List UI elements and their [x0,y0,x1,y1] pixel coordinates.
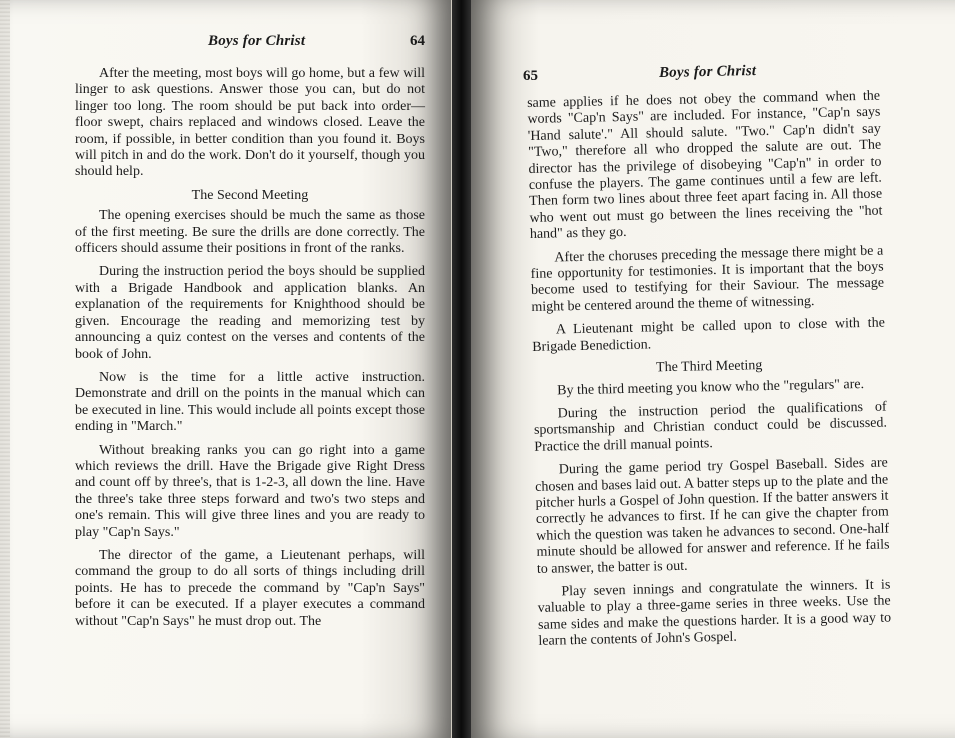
paragraph: By the third meeting you know who the "regulars" are. [557,376,865,398]
page-body [75,66,425,637]
page-number: 65 [523,68,538,84]
paragraph: During the instruction period the qualifications of sportsmanship and Christian conduct could be discussed. Practice the drill manual points. [533,399,888,455]
right-page [471,0,955,738]
paragraph: During the game period try Gospel Baseball. Sides are chosen and bases laid out. A batter steps up to the plate and the pitcher hurls a Gospel of John question. If the batter answers it correctly he advances to first. If he can give the chapter from which the question was taken he advances to second. One-half minute should be allowed for answer and reference. If he fails to answer, the batter is out. [535,455,890,577]
running-head: Boys for Christ [208,33,306,49]
section-heading: The Third Meeting [655,358,763,376]
paragraph: Without breaking ranks you can go right into a game which reviews the drill. Have the Brigade give Right Dress and count off by three's, that is 1-2-3, all down the line. Have the three's take three steps forward and two's two steps and one's remain. This will give three lines and you are ready to play "Cap'n Says." [75,442,425,540]
paragraph: The opening exercises should be much the same as those of the first meeting. Be sure the drills are done correctly. The officers should assume their positions in front of the ranks. [75,208,425,257]
paragraph: Now is the time for a little active instruction. Demonstrate and drill on the points in the manual which can be executed in line. This would include all points except those ending in "March." [75,369,425,435]
paragraph: During the instruction period the boys should be supplied with a Brigade Handbook and application blanks. An explanation of the requirements for Knighthood should be given. Encourage the reading and memorizing test by announcing a quiz contest on the verses and contents of the book of John. [75,264,425,362]
book-gutter [452,0,471,738]
paragraph: A Lieutenant might be called upon to close with the Brigade Benediction. [532,315,885,355]
page-body [527,89,892,658]
page-number: 64 [410,33,425,49]
paragraph: After the meeting, most boys will go home, but a few will linger to ask questions. Answer those you can, but do not linger too long. The room should be put back into order—floor swept, chairs replaced and windows closed. Leave the room, if possible, in better condition than you found it. Boys will pitch in and do the work. Don't do it yourself, though you should help. [75,66,425,180]
left-page [0,0,452,738]
section-heading: The Second Meeting [191,187,309,203]
paragraph: The director of the game, a Lieutenant perhaps, will command the group to do all sorts of things including drill points. He has to precede the command by "Cap'n Says" before it can be executed. If a player executes a command without "Cap'n Says" he must drop out. The [75,547,425,629]
paragraph: Play seven innings and congratulate the winners. It is valuable to play a three-game series in three weeks. Use the same sides and make the questions harder. It is a good way to learn the contents of John's Gospel. [537,577,892,650]
page-edge [0,0,10,738]
paragraph: After the choruses preceding the message there might be a fine opportunity for testimonies. It is important that the boys become used to testifying for their Saviour. The message might be centered around the theme of witnessing. [530,243,885,315]
running-head: Boys for Christ [658,62,757,82]
paragraph: same applies if he does not obey the command when the words "Cap'n Says" are included. For instance, "Cap'n says 'Hand salute'." All should salute. "Two." Cap'n didn't say "Two," therefore all who dropped the salute are out. The director has the privilege of disobeying "Cap'n" in order to confuse the players. The game continues until a few are left. Then form two lines about three feet apart facing in. All those who went out must go between the lines receiving the "hot hand" as they go. [527,88,883,243]
